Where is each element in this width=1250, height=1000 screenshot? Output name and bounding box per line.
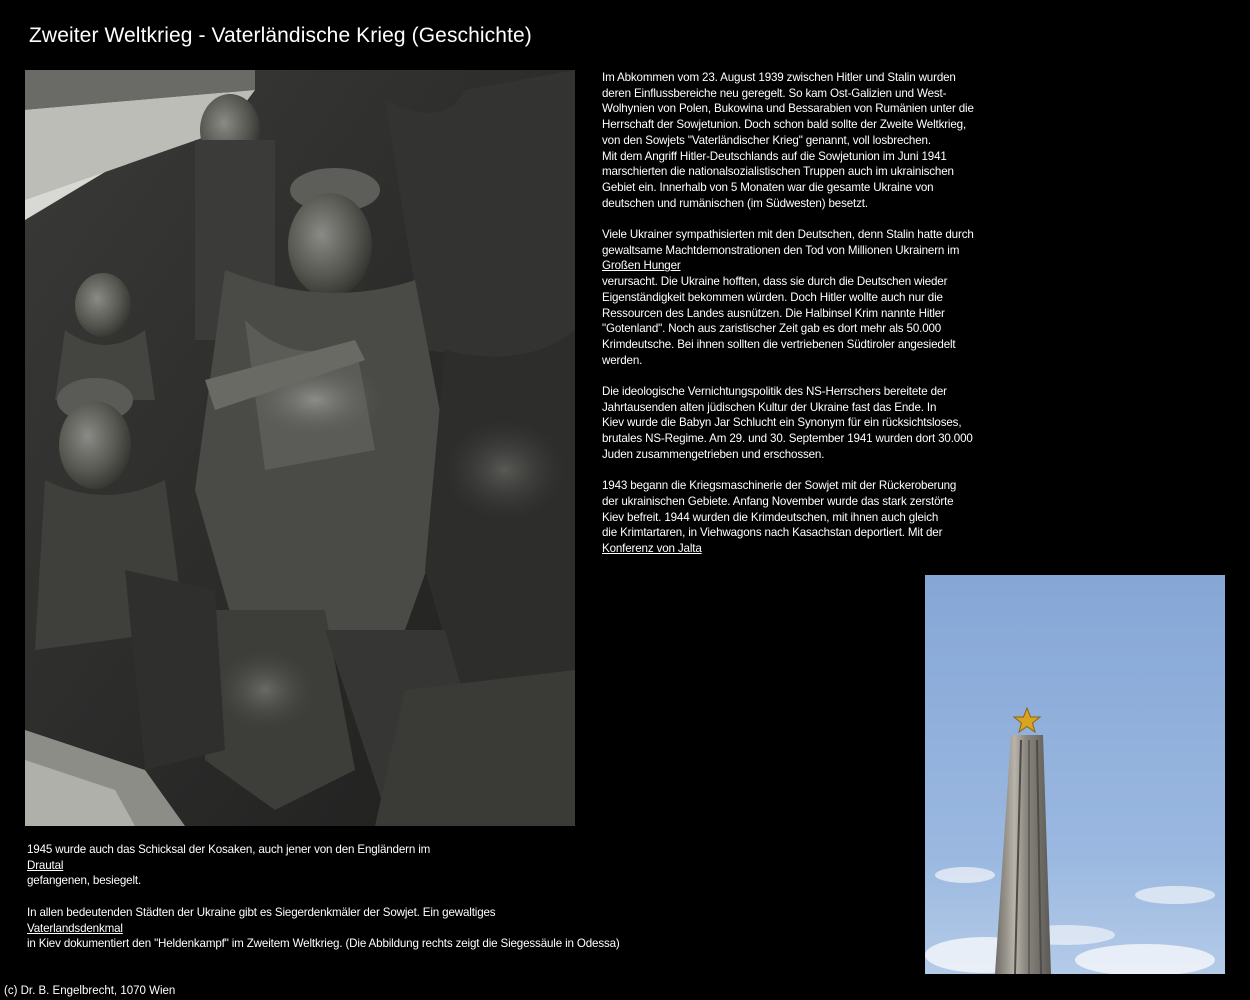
bottom-text-block [27, 842, 707, 952]
phunger-after-line: Ressourcen des Landes ausnützen. Die Halbinsel Krim nannte Hitler [602, 306, 945, 320]
p1939-line: Gebiet ein. Innerhalb von 5 Monaten war die gesamte Ukraine von [602, 180, 934, 194]
history-text-column [602, 70, 1007, 557]
p1939-line: Im Abkommen vom 23. August 1939 zwischen Hitler und Stalin wurden [602, 71, 956, 84]
phunger-line: Viele Ukrainer sympathisierten mit den Deutschen, denn Stalin hatte durch [602, 228, 974, 242]
copyright-footer: (c) Dr. B. Engelbrecht, 1070 Wien [4, 985, 176, 997]
link-drautal[interactable]: Drautal [27, 858, 64, 872]
paragraph-denkmal [27, 905, 707, 952]
pbabyn-line: Jahrtausenden alten jüdischen Kultur der Ukraine fast das Ende. In [602, 400, 937, 414]
p1939-line: von den Sowjets "Vaterländischer Krieg" genannt, voll losbrechen. [602, 133, 931, 147]
paragraph-kosaken [27, 842, 707, 889]
p1939-line: marschierten die nationalsozialistischen Truppen auch im ukrainischen [602, 165, 954, 179]
p1943-line: der ukrainischen Gebiete. Anfang November wurde das stark zerstörte [602, 494, 954, 508]
paragraph-hunger [602, 227, 1007, 368]
odessa-victory-column-photo [925, 575, 1225, 974]
p1939-line: Mit dem Angriff Hitler-Deutschlands auf die Sowjetunion im Juni 1941 [602, 149, 947, 163]
link-vaterlandsdenkmal[interactable]: Vaterlandsdenkmal [27, 921, 123, 935]
kosaken-text: 1945 wurde auch das Schicksal der Kosaken, auch jener von den Engländern im [27, 843, 431, 856]
phunger-after-line: werden. [602, 353, 643, 367]
p1943-line: 1943 begann die Kriegsmaschinerie der Sowjet mit der Rückeroberung [602, 479, 957, 493]
phunger-after-line: "Gotenland". Noch aus zaristischer Zeit gab es dort mehr als 50.000 [602, 322, 942, 336]
page-title: Zweiter Weltkrieg - Vaterländische Krieg (Geschichte) [29, 24, 532, 47]
p1943-line: die Krimtartaren, in Viehwagons nach Kasachstan deportiert. Mit der [602, 526, 943, 540]
p1939-line: deren Einflussbereiche neu geregelt. So kam Ost-Galizien und West- [602, 86, 947, 100]
denkmal-text-end: in Kiev dokumentiert den "Heldenkampf" im Zweitem Weltkrieg. (Die Abbildung rechts zeigt die Siegessäule in Odessa) [27, 937, 620, 951]
kosaken-text-end: gefangenen, besiegelt. [27, 874, 142, 888]
phunger-after-line: Eigenständigkeit bekommen würden. Doch Hitler wollte auch nur die [602, 290, 943, 304]
p1939-line: Wolhynien von Polen, Bukowina und Bessarabien von Rumänien unter die [602, 102, 974, 116]
p1939-line: deutschen und rumänischen (im Südwesten) besetzt. [602, 196, 868, 210]
pbabyn-line: brutales NS-Regime. Am 29. und 30. September 1941 wurden dort 30.000 [602, 432, 973, 446]
phunger-after-line: verursacht. Die Ukraine hofften, dass sie durch die Deutschen wieder [602, 275, 948, 289]
paragraph-babyn-jar [602, 384, 1007, 463]
pbabyn-line: Juden zusammengetrieben und erschossen. [602, 447, 825, 461]
pbabyn-line: Die ideologische Vernichtungspolitik des NS-Herrschers bereitete der [602, 385, 947, 399]
p1943-line: Kiev befreit. 1944 wurden die Krimdeutschen, mit ihnen auch gleich [602, 510, 939, 524]
link-grosser-hunger[interactable]: Großen Hunger [602, 259, 681, 273]
war-relief-photo [25, 70, 575, 826]
link-konferenz-von-jalta[interactable]: Konferenz von Jalta [602, 542, 702, 556]
denkmal-text: In allen bedeutenden Städten der Ukraine gibt es Siegerdenkmäler der Sowjet. Ein gewaltiges [27, 905, 496, 919]
p1939-line: Herrschaft der Sowjetunion. Doch schon bald sollte der Zweite Weltkrieg, [602, 118, 967, 132]
paragraph-1939 [602, 70, 1007, 211]
phunger-line: gewaltsame Machtdemonstrationen den Tod von Millionen Ukrainern im [602, 243, 960, 257]
paragraph-1943 [602, 478, 1007, 557]
phunger-after-line: Krimdeutsche. Bei ihnen sollten die vertriebenen Südtiroler angesiedelt [602, 337, 956, 351]
pbabyn-line: Kiev wurde die Babyn Jar Schlucht ein Synonym für ein rücksichtsloses, [602, 416, 962, 430]
